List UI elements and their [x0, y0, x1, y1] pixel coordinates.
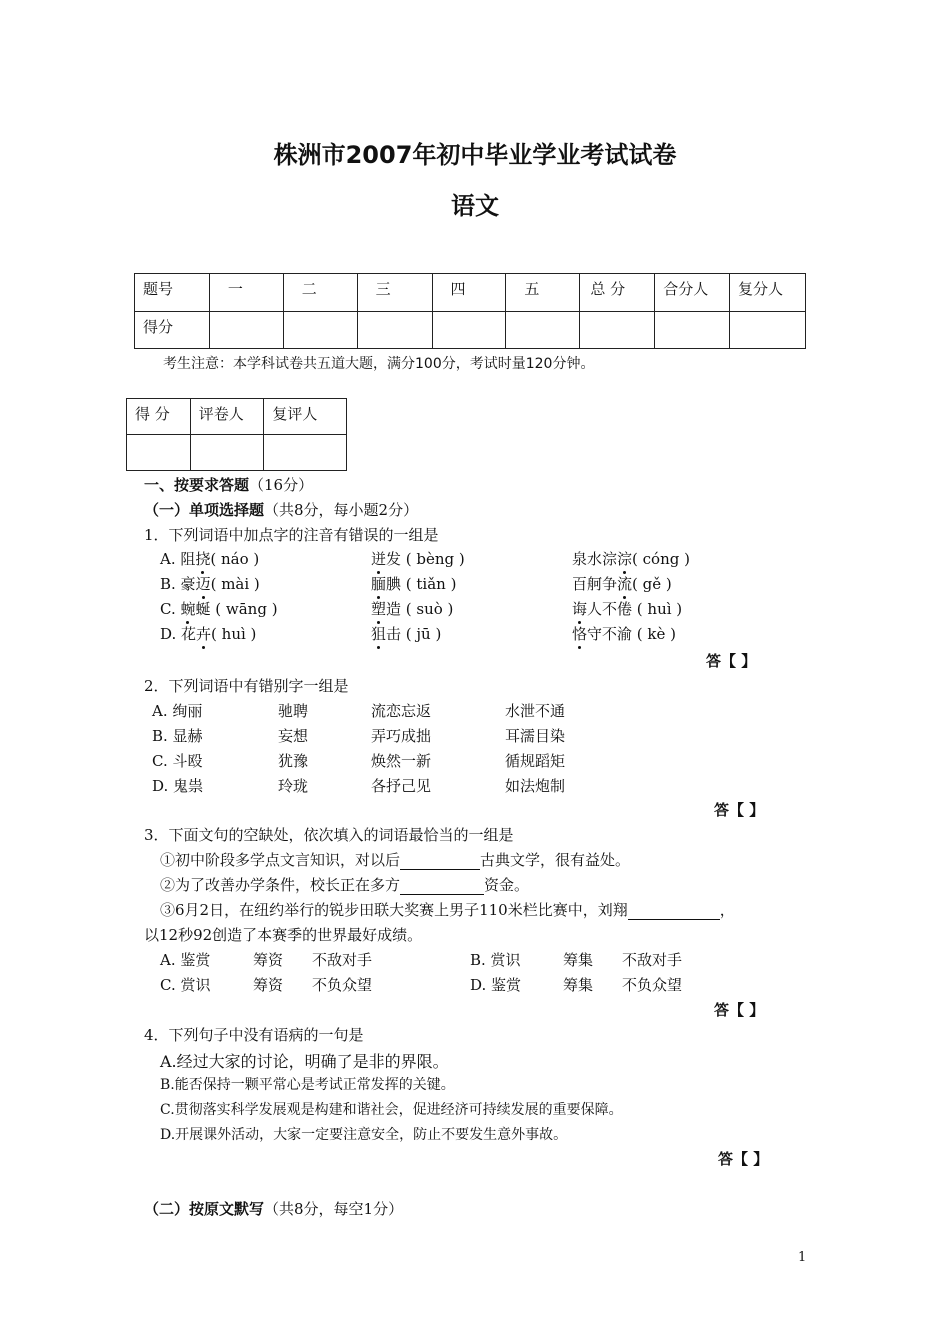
q1-option-b-col2	[371, 573, 456, 594]
option-text: ( gě )	[632, 575, 672, 593]
q3-option-d-1: D. 鉴赏	[470, 976, 522, 994]
q2-row-a-word2: 驰聘	[278, 702, 309, 720]
part-2-note: （共8分，每空1分）	[264, 1200, 404, 1218]
q3-option-c-2: 筹资	[253, 976, 284, 994]
q3-sentence-3	[160, 899, 735, 920]
option-text: 泉水淙	[572, 550, 618, 568]
q2-row-d-word3: 各抒己见	[371, 777, 432, 795]
q2-row-d-word2: 玲珑	[278, 777, 309, 795]
q3-option-a-3: 不敌对手	[312, 951, 373, 969]
grader-cell[interactable]	[127, 435, 191, 471]
q4-option-d: D.开展课外活动，大家一定要注意安全，防止不要发生意外事故。	[160, 1127, 568, 1143]
q3-option-a-1: A. 鉴赏	[160, 951, 211, 969]
dotted-char: 淙	[617, 550, 633, 568]
score-table-header-cell: 五	[506, 274, 580, 312]
option-text: 造 ( suò )	[386, 600, 454, 618]
grader-cell[interactable]	[264, 435, 347, 471]
q3-answer-box[interactable]: 答【 】	[714, 1001, 765, 1019]
q3-blank-1[interactable]	[400, 854, 480, 870]
q2-row-b-word2: 妄想	[278, 727, 309, 745]
q2-row-a-word4: 水泄不通	[505, 702, 566, 720]
sentence-text: ，	[719, 901, 735, 919]
q3-option-c-1: C. 赏识	[160, 976, 211, 994]
score-table-header-cell: 复分人	[730, 274, 806, 312]
exam-notice: 考生注意：本学科试卷共五道大题，满分100分，考试时量120分钟。	[163, 356, 595, 372]
q2-row-d-word1: D. 鬼祟	[152, 777, 204, 795]
q1-answer-box[interactable]: 答【 】	[706, 652, 757, 670]
q1-option-a-col2	[371, 548, 465, 569]
q2-row-c-word2: 犹豫	[278, 752, 309, 770]
q1-option-c-col1	[160, 598, 278, 619]
q3-blank-2[interactable]	[400, 879, 484, 895]
q1-option-a-col1	[160, 548, 259, 569]
q1-option-c-col2	[371, 598, 453, 619]
exam-title: 株洲市2007年初中毕业学业考试试卷	[273, 141, 677, 169]
score-cell[interactable]	[283, 312, 357, 349]
dotted-char: 塑	[371, 600, 387, 618]
dotted-char: 诲	[572, 600, 588, 618]
dotted-char: 迸	[371, 550, 387, 568]
q3-sentence-2	[160, 874, 529, 895]
q2-row-c-word1: C. 斗殴	[152, 752, 203, 770]
section-1-heading	[144, 474, 313, 495]
q3-option-d-2: 筹集	[563, 976, 594, 994]
section-1-points: （16分）	[249, 476, 314, 494]
sentence-text: ②为了改善办学条件，校长正在多方	[160, 876, 401, 894]
q3-option-b-3: 不敌对手	[622, 951, 683, 969]
dotted-char: 腼	[371, 575, 387, 593]
grader-table-header-cell: 得 分	[127, 399, 191, 435]
q1-option-d-col3	[572, 623, 676, 644]
part-1-heading	[144, 499, 418, 520]
grader-table	[126, 398, 347, 471]
option-text: 守不渝 ( kè )	[587, 625, 676, 643]
option-text: D. 花	[160, 625, 197, 643]
q2-row-b-word3: 弄巧成拙	[371, 727, 432, 745]
dotted-char: 恪	[572, 625, 588, 643]
q2-row-c-word3: 焕然一新	[371, 752, 432, 770]
q4-stem: 4．下列句子中没有语病的一句是	[144, 1026, 364, 1044]
option-text: 百舸争	[572, 575, 618, 593]
q2-row-b-word1: B. 显赫	[152, 727, 203, 745]
sentence-text: ③6月2日，在纽约举行的锐步田联大奖赛上男子110米栏比赛中，刘翔	[160, 901, 628, 919]
subject-title: 语文	[451, 192, 499, 220]
q2-row-a-word1: A. 绚丽	[152, 702, 203, 720]
q1-option-b-col3	[572, 573, 672, 594]
score-table-header-cell: 题号	[135, 274, 210, 312]
part-2-heading	[144, 1198, 403, 1219]
dotted-char: 流	[617, 575, 633, 593]
sentence-text: ①初中阶段多学点文言知识，对以后	[160, 851, 401, 869]
option-text: 击 ( jū )	[386, 625, 442, 643]
score-cell[interactable]	[432, 312, 506, 349]
page-number: 1	[798, 1250, 807, 1265]
score-table-header-cell: 合分人	[655, 274, 730, 312]
grader-cell[interactable]	[190, 435, 264, 471]
score-table-row-label: 得分	[135, 312, 210, 349]
option-text: 腆 ( tiǎn )	[386, 575, 457, 593]
score-table	[134, 273, 806, 349]
q2-answer-box[interactable]: 答【 】	[714, 801, 765, 819]
q3-option-b-2: 筹集	[563, 951, 594, 969]
q3-sentence-3-cont: 以12秒92创造了本赛季的世界最好成绩。	[144, 926, 423, 944]
option-text: 发 ( bèng )	[386, 550, 465, 568]
option-text: ( huì )	[211, 625, 257, 643]
q2-row-d-word4: 如法炮制	[505, 777, 566, 795]
part-2-title: （二）按原文默写	[144, 1200, 265, 1218]
q1-option-d-col2	[371, 623, 441, 644]
q3-blank-3[interactable]	[628, 904, 720, 920]
part-1-note: （共8分，每小题2分）	[264, 501, 419, 519]
q1-option-b-col1	[160, 573, 260, 594]
dotted-char: 挠	[195, 550, 211, 568]
option-text: ( cóng )	[632, 550, 690, 568]
q3-option-b-1: B. 赏识	[470, 951, 521, 969]
dotted-char: 迈	[195, 575, 211, 593]
q1-option-d-col1	[160, 623, 256, 644]
q3-stem: 3．下面文句的空缺处，依次填入的词语最恰当的一组是	[144, 826, 514, 844]
part-1-title: （一）单项选择题	[144, 501, 265, 519]
dotted-char: 蜿	[180, 600, 196, 618]
q4-option-a: A.经过大家的讨论，明确了是非的界限。	[160, 1052, 449, 1071]
score-cell[interactable]	[730, 312, 806, 349]
option-text: 蜒 ( wāng )	[195, 600, 278, 618]
grader-table-header-cell: 复评人	[264, 399, 347, 435]
score-cell[interactable]	[357, 312, 432, 349]
score-cell[interactable]	[209, 312, 283, 349]
score-table-header-cell: 四	[432, 274, 506, 312]
q1-stem: 1．下列词语中加点字的注音有错误的一组是	[144, 526, 439, 544]
sentence-text: 资金。	[484, 876, 530, 894]
q2-row-c-word4: 循规蹈矩	[505, 752, 566, 770]
dotted-char: 卉	[196, 625, 212, 643]
score-table-header-cell: 三	[357, 274, 432, 312]
q3-option-c-3: 不负众望	[312, 976, 373, 994]
q2-row-a-word3: 流恋忘返	[371, 702, 432, 720]
option-text: 人不倦 ( huì )	[587, 600, 683, 618]
score-table-header-cell: 总 分	[580, 274, 655, 312]
option-text: A. 阻	[160, 550, 196, 568]
option-text: C.	[160, 600, 181, 618]
q4-answer-box[interactable]: 答【 】	[718, 1150, 769, 1168]
q2-stem: 2．下列词语中有错别字一组是	[144, 677, 349, 695]
sentence-text: 古典文学，很有益处。	[480, 851, 631, 869]
score-cell[interactable]	[655, 312, 730, 349]
grader-table-header-cell: 评卷人	[190, 399, 264, 435]
q4-option-c: C.贯彻落实科学发展观是构建和谐社会，促进经济可持续发展的重要保障。	[160, 1102, 623, 1118]
dotted-char: 狙	[371, 625, 387, 643]
option-text: B. 豪	[160, 575, 196, 593]
q3-option-d-3: 不负众望	[622, 976, 683, 994]
section-1-title: 一、按要求答题	[144, 476, 250, 494]
q1-option-a-col3	[572, 548, 690, 569]
score-cell[interactable]	[506, 312, 580, 349]
q3-option-a-2: 筹资	[253, 951, 284, 969]
q4-option-b: B.能否保持一颗平常心是考试正常发挥的关键。	[160, 1077, 455, 1093]
q2-row-b-word4: 耳濡目染	[505, 727, 566, 745]
q1-option-c-col3	[572, 598, 682, 619]
score-table-header-cell: 一	[209, 274, 283, 312]
score-table-header-cell: 二	[283, 274, 357, 312]
option-text: ( náo )	[210, 550, 260, 568]
option-text: ( mài )	[210, 575, 260, 593]
q3-sentence-1	[160, 849, 630, 870]
score-cell[interactable]	[580, 312, 655, 349]
